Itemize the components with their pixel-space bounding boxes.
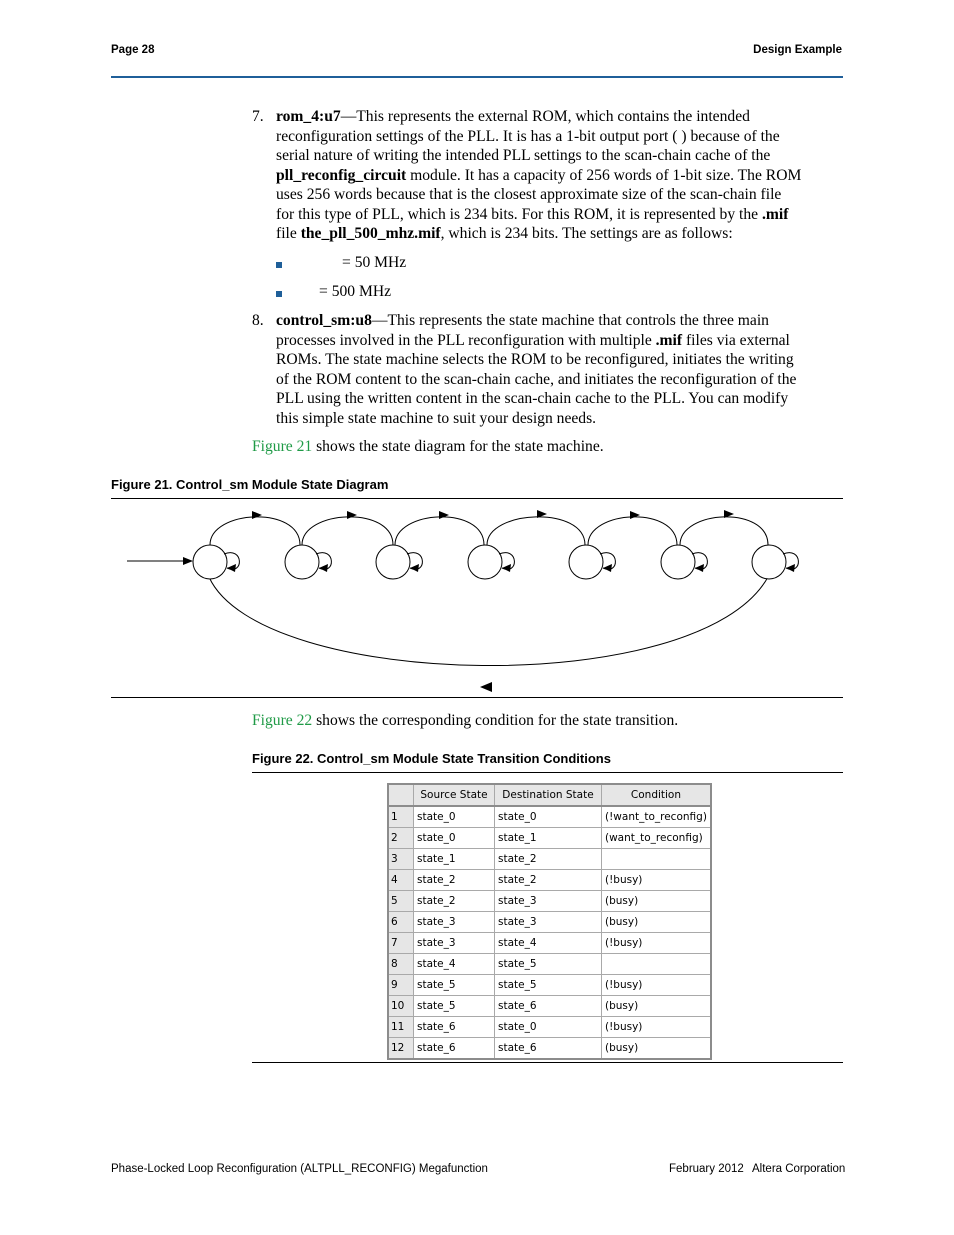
arrow-head <box>502 564 511 572</box>
table-cell[interactable]: state_5 <box>495 954 602 975</box>
table-cell[interactable]: (!busy) <box>602 1017 711 1038</box>
row-number-cell[interactable]: 1 <box>388 806 414 828</box>
figure-22-caption: Figure 22. Control_sm Module State Transition Conditions <box>252 751 611 766</box>
table-row[interactable] <box>388 933 711 954</box>
bullet-item-1: = 50 MHz <box>342 254 407 271</box>
figure-22-top-rule <box>252 772 843 773</box>
table-cell[interactable]: state_2 <box>414 891 495 912</box>
table-cell[interactable]: state_2 <box>495 849 602 870</box>
table-row[interactable] <box>388 1038 711 1060</box>
table-row[interactable] <box>388 975 711 996</box>
arrow-head <box>630 511 640 519</box>
figure-21-caption: Figure 21. Control_sm Module State Diagram <box>111 477 389 492</box>
transition-arc <box>395 517 484 545</box>
state-node <box>285 545 319 579</box>
table-cell[interactable] <box>602 954 711 975</box>
text-line: reconfiguration settings of the PLL. It is has a 1-bit output port ( ) because of the <box>276 127 780 145</box>
row-number-cell[interactable]: 12 <box>388 1038 414 1060</box>
transition-arc <box>487 517 585 545</box>
transition-arc <box>680 517 768 545</box>
state-node <box>752 545 786 579</box>
page-number: Page 28 <box>111 44 155 56</box>
arrow-head <box>439 511 449 519</box>
state-node <box>569 545 603 579</box>
text-line: for this type of PLL, which is 234 bits. For this ROM, it is represented by the .mif <box>276 205 789 223</box>
table-cell[interactable]: (!want_to_reconfig) <box>602 806 711 828</box>
transition-arc <box>210 517 300 545</box>
figure-22-bottom-rule <box>252 1062 843 1063</box>
footer-date: February 2012 <box>669 1163 744 1175</box>
arrow-head <box>786 564 795 572</box>
table-row[interactable] <box>388 891 711 912</box>
row-number-cell[interactable]: 8 <box>388 954 414 975</box>
table-cell[interactable]: state_3 <box>495 891 602 912</box>
table-cell[interactable]: state_4 <box>495 933 602 954</box>
text-line: this simple state machine to suit your design needs. <box>276 409 597 427</box>
table-cell[interactable]: state_3 <box>495 912 602 933</box>
table-cell[interactable]: state_6 <box>495 996 602 1017</box>
table-row[interactable] <box>388 1017 711 1038</box>
table-cell[interactable]: state_0 <box>495 1017 602 1038</box>
figure-22-reference: Figure 22 shows the corresponding condition for the state transition. <box>252 712 679 729</box>
row-number-cell[interactable]: 10 <box>388 996 414 1017</box>
text-line: processes involved in the PLL reconfiguration with multiple .mif files via external <box>276 331 790 349</box>
table-row[interactable] <box>388 828 711 849</box>
table-cell[interactable]: state_5 <box>414 996 495 1017</box>
table-cell[interactable]: (!busy) <box>602 933 711 954</box>
row-number-cell[interactable]: 9 <box>388 975 414 996</box>
arrow-head <box>603 564 612 572</box>
transition-arc <box>588 517 677 545</box>
table-cell[interactable]: state_1 <box>495 828 602 849</box>
row-number-cell[interactable]: 3 <box>388 849 414 870</box>
arrow-head <box>227 564 236 572</box>
arrow-head <box>410 564 419 572</box>
column-header-destination[interactable]: Destination State <box>495 784 602 806</box>
table-cell[interactable] <box>602 849 711 870</box>
row-number-cell[interactable]: 4 <box>388 870 414 891</box>
arrow-head <box>252 511 262 519</box>
item-7-number: 7. <box>252 108 264 125</box>
table-cell[interactable]: (busy) <box>602 1038 711 1060</box>
table-cell[interactable]: (busy) <box>602 996 711 1017</box>
column-header-condition[interactable]: Condition <box>602 784 711 806</box>
table-row[interactable] <box>388 806 711 828</box>
table-cell[interactable]: (!busy) <box>602 975 711 996</box>
figure-21-link[interactable]: Figure 21 <box>252 438 313 455</box>
arrow-head <box>347 511 357 519</box>
table-cell[interactable]: (!busy) <box>602 870 711 891</box>
text-line: rom_4:u7—This represents the external ROM, which contains the intended <box>276 108 750 125</box>
table-cell[interactable]: state_5 <box>414 975 495 996</box>
footer-document-title: Phase-Locked Loop Reconfiguration (ALTPLL_RECONFIG) Megafunction <box>111 1163 488 1175</box>
row-number-cell[interactable]: 6 <box>388 912 414 933</box>
table-cell[interactable]: state_5 <box>495 975 602 996</box>
table-cell[interactable]: state_0 <box>495 806 602 828</box>
table-cell[interactable]: state_6 <box>414 1017 495 1038</box>
arrow-head <box>480 682 492 692</box>
row-number-cell[interactable]: 11 <box>388 1017 414 1038</box>
state-node <box>376 545 410 579</box>
transition-arc <box>302 517 393 545</box>
table-corner-cell <box>388 784 414 806</box>
table-cell[interactable]: state_0 <box>414 806 495 828</box>
table-row[interactable] <box>388 996 711 1017</box>
table-cell[interactable]: state_2 <box>414 870 495 891</box>
text-line: of the ROM content to the scan-chain cache, and initiates the reconfiguration of the <box>276 370 797 388</box>
item-8-number: 8. <box>252 312 264 329</box>
text-line: ROMs. The state machine selects the ROM to be reconfigured, initiates the writing <box>276 351 794 368</box>
table-row[interactable] <box>388 849 711 870</box>
table-cell[interactable]: state_1 <box>414 849 495 870</box>
figure-21-reference: Figure 21 shows the state diagram for the state machine. <box>252 438 604 455</box>
table-row[interactable] <box>388 870 711 891</box>
arrow-head <box>695 564 704 572</box>
table-cell[interactable]: state_6 <box>414 1038 495 1060</box>
table-cell[interactable]: (busy) <box>602 891 711 912</box>
table-cell[interactable]: (want_to_reconfig) <box>602 828 711 849</box>
state-node <box>193 545 227 579</box>
table-cell[interactable]: state_6 <box>495 1038 602 1060</box>
column-header-source[interactable]: Source State <box>414 784 495 806</box>
text-line: control_sm:u8—This represents the state machine that controls the three main <box>276 312 769 329</box>
row-number-cell[interactable]: 5 <box>388 891 414 912</box>
bullet-item-2: = 500 MHz <box>319 283 392 300</box>
text-line: pll_reconfig_circuit module. It has a capacity of 256 words of 1-bit size. The ROM <box>276 166 802 184</box>
text-line: PLL using the written content in the scan-chain cache to the PLL. You can modify <box>276 390 789 407</box>
text-line: serial nature of writing the intended PLL settings to the scan-chain cache of the <box>276 147 771 164</box>
table-row[interactable] <box>388 954 711 975</box>
table-cell[interactable]: state_3 <box>414 933 495 954</box>
table-header-row <box>388 784 711 806</box>
figure-22-link[interactable]: Figure 22 <box>252 712 313 729</box>
arrow-head <box>319 564 328 572</box>
table-cell[interactable]: state_4 <box>414 954 495 975</box>
table-cell[interactable]: (busy) <box>602 912 711 933</box>
table-cell[interactable]: state_3 <box>414 912 495 933</box>
text-line: uses 256 words because that is the closest approximate size of the scan-chain file <box>276 186 782 203</box>
transition-table <box>387 783 712 1060</box>
state-node <box>468 545 502 579</box>
section-title: Design Example <box>753 44 842 56</box>
state-node <box>661 545 695 579</box>
text-line: file the_pll_500_mhz.mif, which is 234 bits. The settings are as follows: <box>276 225 733 242</box>
table-cell[interactable]: state_0 <box>414 828 495 849</box>
row-number-cell[interactable]: 2 <box>388 828 414 849</box>
footer-company: Altera Corporation <box>752 1163 846 1175</box>
table-row[interactable] <box>388 912 711 933</box>
return-arc <box>209 577 768 666</box>
figure-21-bottom-rule <box>111 697 843 698</box>
table-cell[interactable]: state_2 <box>495 870 602 891</box>
row-number-cell[interactable]: 7 <box>388 933 414 954</box>
